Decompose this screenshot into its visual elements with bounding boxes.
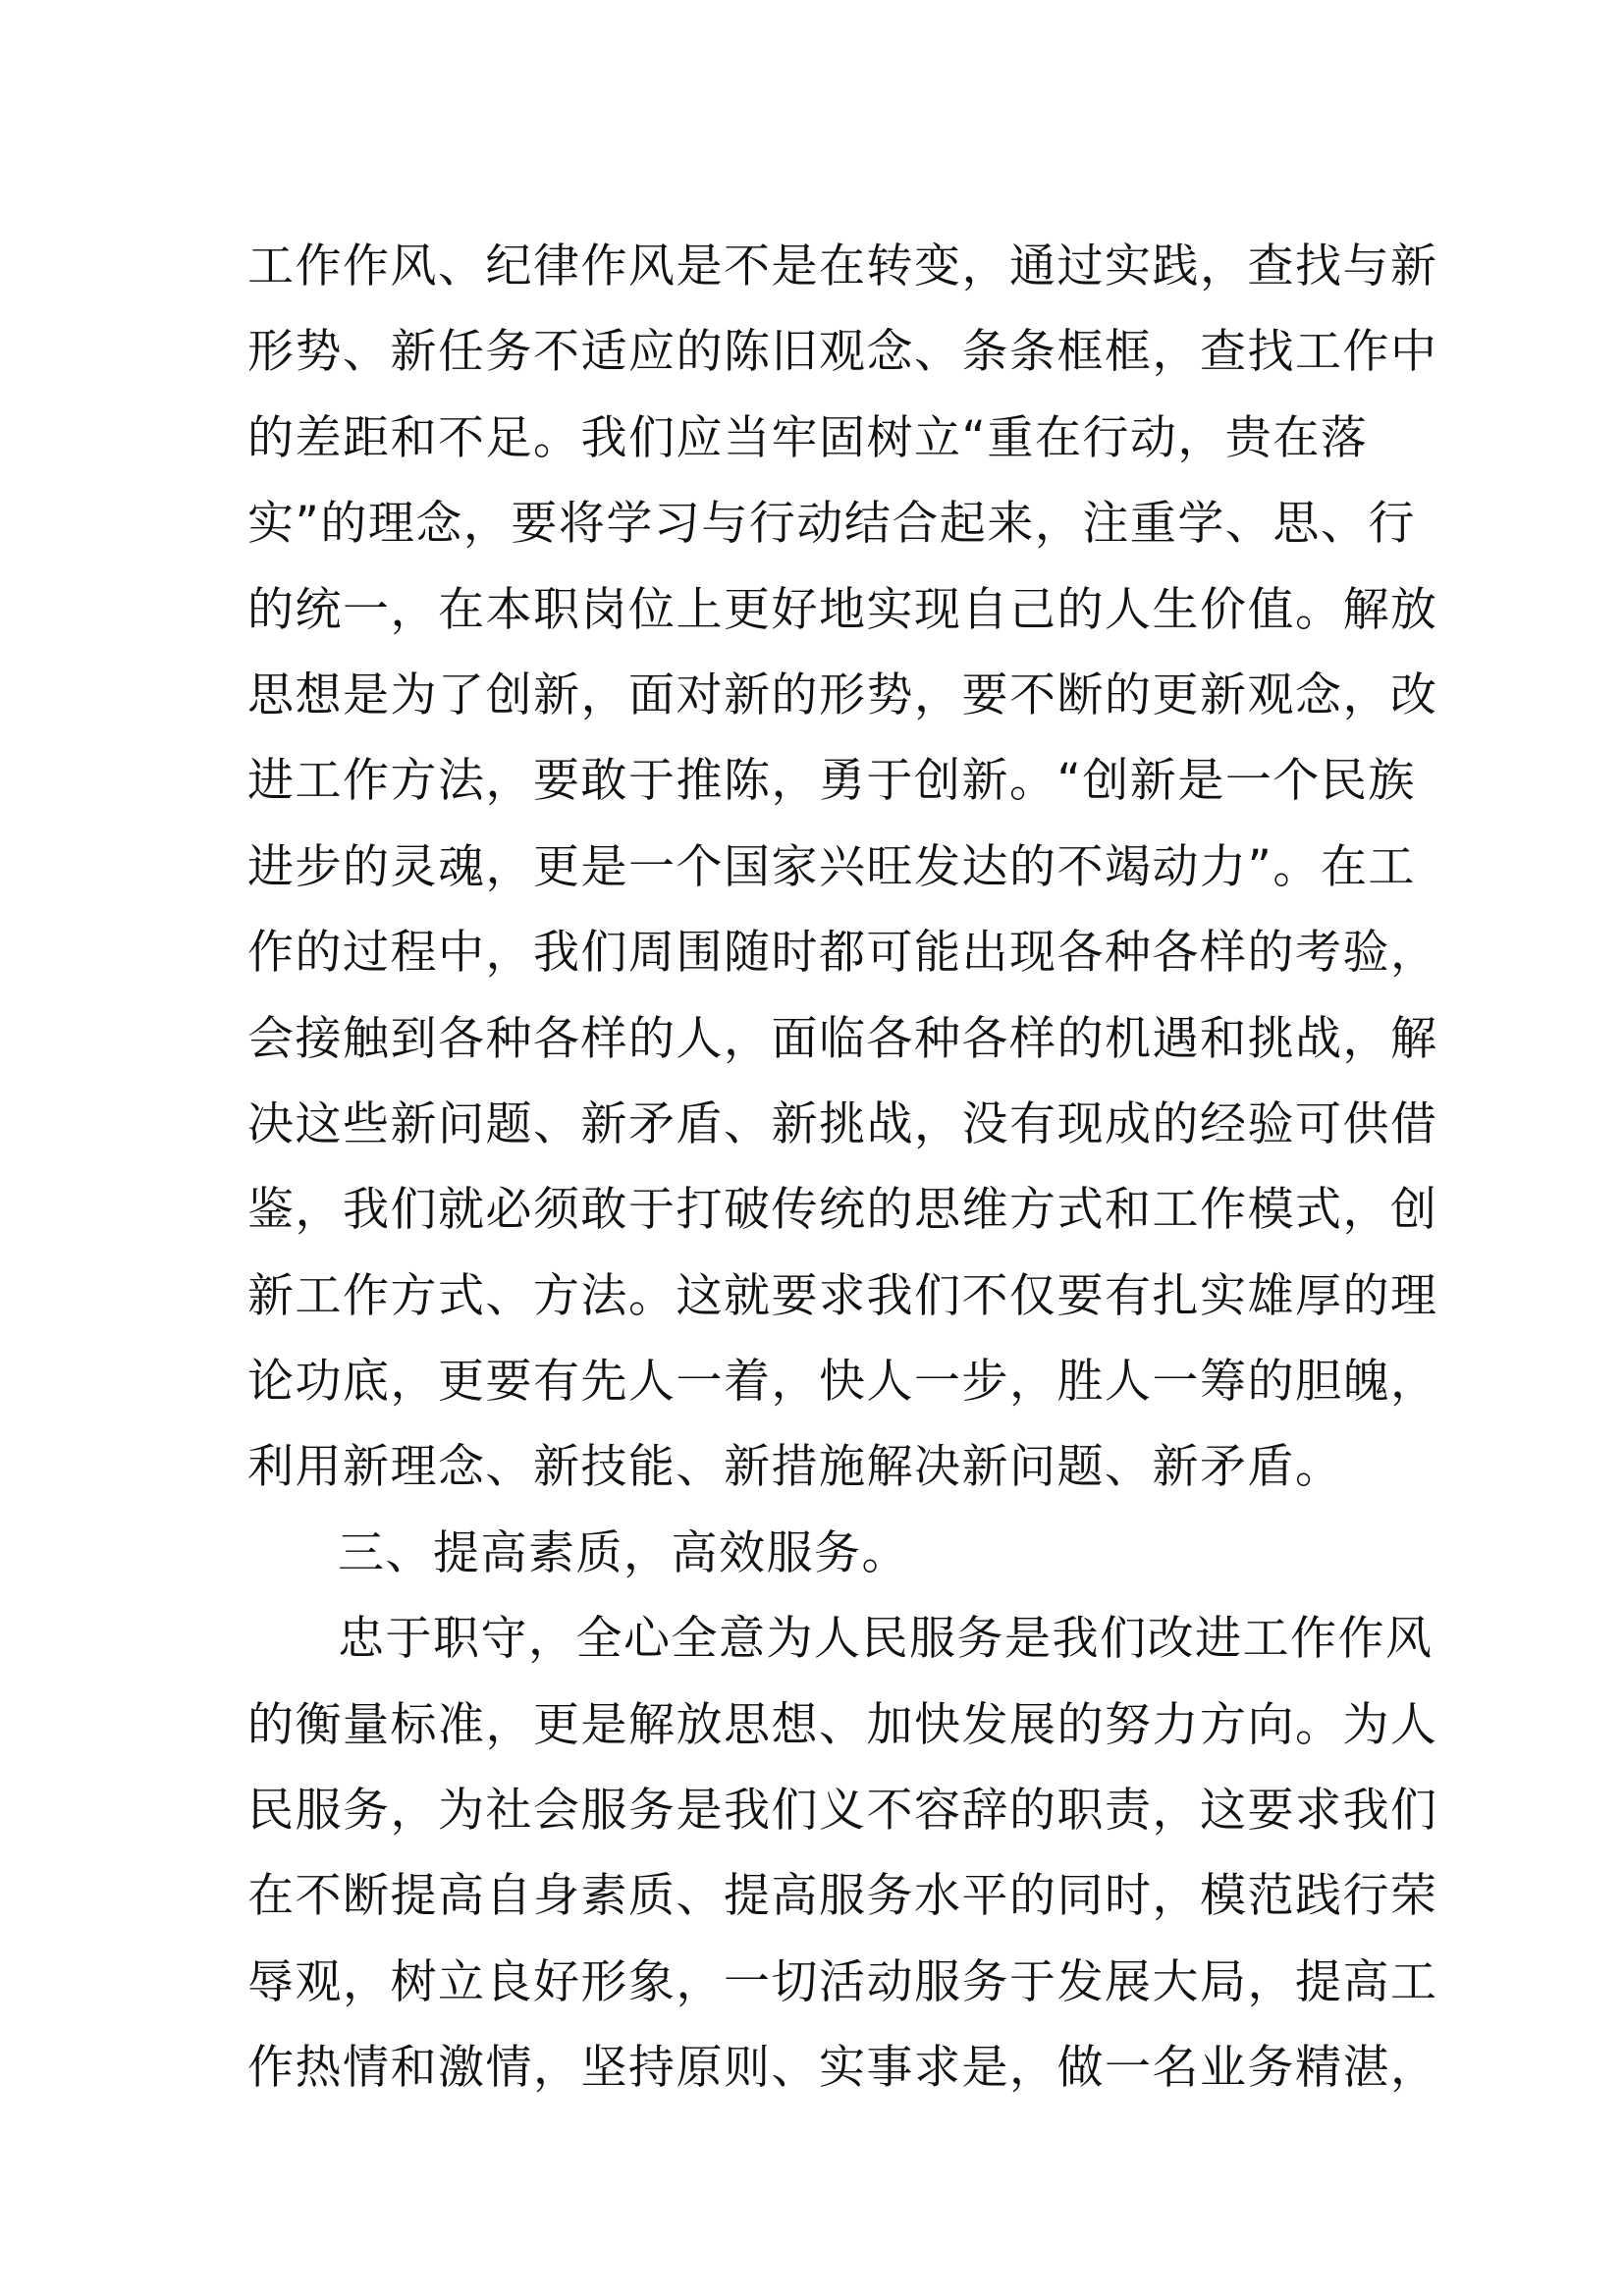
text-line: 工作作风、纪律作风是不是在转变，通过实践，查找与新 (247, 240, 1438, 294)
text-line: 思想是为了创新，面对新的形势，要不断的更新观念，改 (247, 667, 1438, 722)
section-heading: 三、提高素质，高效服务。 (338, 1525, 909, 1580)
text-line: 鉴，我们就必须敢于打破传统的思维方式和工作模式，创 (247, 1183, 1438, 1238)
text-line: 进步的灵魂，更是一个国家兴旺发达的不竭动力”。在工 (247, 839, 1416, 894)
text-line: 的衡量标准，更是解放思想、加快发展的努力方向。为人 (247, 1697, 1438, 1752)
text-line: 会接触到各种各样的人，面临各种各样的机遇和挑战，解 (247, 1011, 1438, 1066)
text-line: 形势、新任务不适应的陈旧观念、条条框框，查找工作中 (247, 325, 1438, 380)
text-line: 民服务，为社会服务是我们义不容辞的职责，这要求我们 (247, 1784, 1438, 1839)
text-line: 在不断提高自身素质、提高服务水平的同时，模范践行荣 (247, 1869, 1438, 1924)
text-line: 作热情和激情，坚持原则、实事求是，做一名业务精湛， (247, 2041, 1438, 2096)
text-line: 辱观，树立良好形象，一切活动服务于发展大局，提高工 (247, 1954, 1438, 2009)
text-line: 的统一，在本职岗位上更好地实现自己的人生价值。解放 (247, 582, 1438, 637)
text-line: 利用新理念、新技能、新措施解决新问题、新矛盾。 (247, 1440, 1343, 1495)
text-line: 进工作方法，要敢于推陈，勇于创新。“创新是一个民族 (247, 754, 1416, 809)
text-line: 新工作方式、方法。这就要求我们不仅要有扎实雄厚的理 (247, 1268, 1438, 1323)
text-line: 论功底，更要有先人一着，快人一步，胜人一筹的胆魄， (247, 1355, 1438, 1410)
text-line: 的差距和不足。我们应当牢固树立“重在行动，贵在落 (247, 410, 1369, 465)
paragraph-first-line: 忠于职守，全心全意为人民服务是我们改进工作作风 (338, 1612, 1434, 1667)
text-line: 决这些新问题、新矛盾、新挑战，没有现成的经验可供借 (247, 1096, 1438, 1151)
body-text (247, 224, 1438, 2111)
text-line: 作的过程中，我们周围随时都可能出现各种各样的考验， (247, 926, 1438, 981)
text-line: 实”的理念，要将学习与行动结合起来，注重学、思、行 (247, 497, 1416, 552)
